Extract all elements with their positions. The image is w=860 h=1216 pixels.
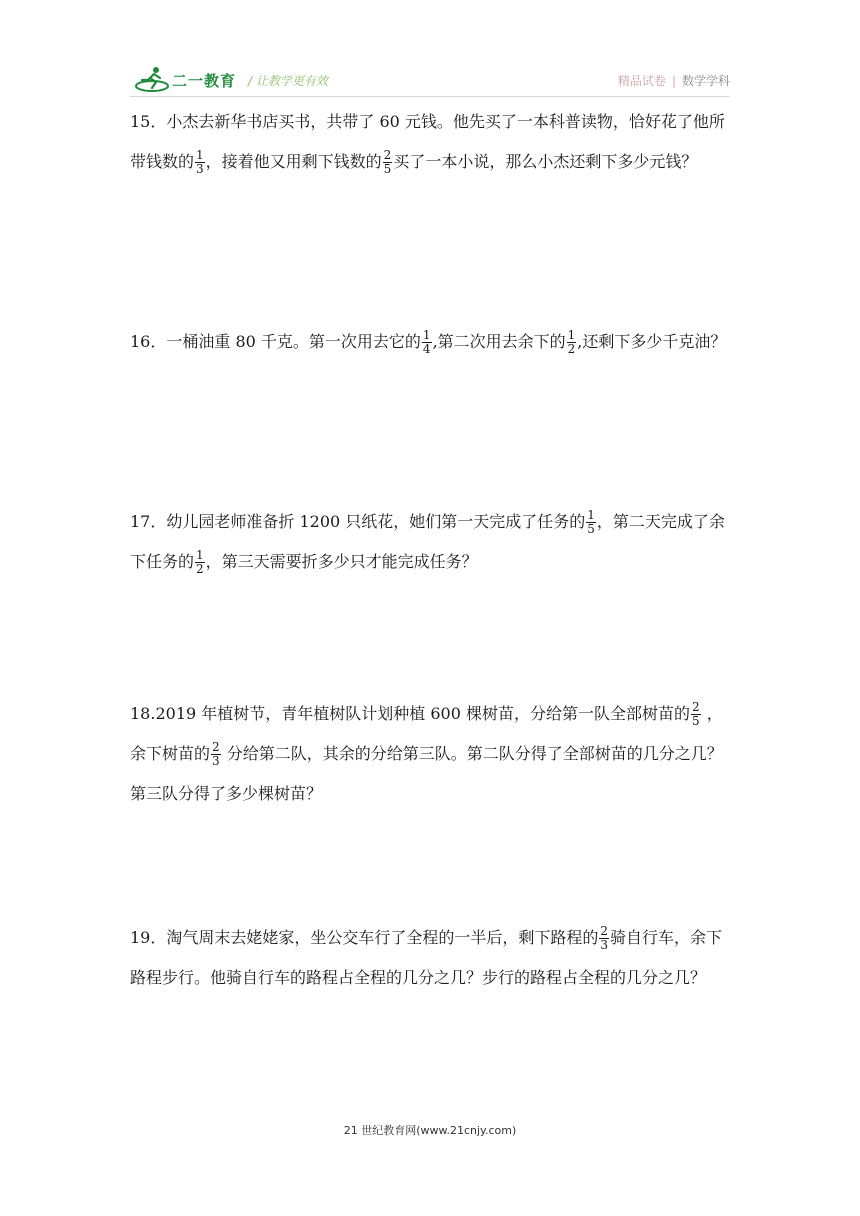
fraction-denominator: 4 <box>422 342 431 356</box>
question-number: 15． <box>130 112 167 131</box>
question-text: 2019 年植树节，青年植树队计划种植 600 棵树苗，分给第一队全部树苗的 <box>155 704 690 723</box>
fraction-numerator: 1 <box>422 328 431 342</box>
fraction-numerator: 2 <box>600 924 609 938</box>
fraction-denominator: 5 <box>587 522 595 536</box>
fraction-denominator: 2 <box>196 562 204 576</box>
fraction <box>195 149 205 176</box>
fraction-numerator: 2 <box>691 700 700 714</box>
header-divider <box>130 96 730 97</box>
question-19 <box>130 918 734 998</box>
brand-slogan: / 让教学更有效 <box>248 74 328 88</box>
fraction <box>422 329 432 356</box>
header-right <box>618 72 730 89</box>
runner-logo-icon <box>134 66 170 92</box>
question-15 <box>130 102 734 182</box>
question-text: ，第三天需要折多少只才能完成任务？ <box>205 552 478 571</box>
fraction-numerator: 1 <box>196 148 204 162</box>
fraction <box>195 549 205 576</box>
fraction-denominator: 2 <box>567 342 576 356</box>
fraction <box>211 741 221 768</box>
page-footer: 21 世纪教育网(www.21cnjy.com) <box>343 1124 517 1137</box>
fraction <box>586 509 596 536</box>
fraction <box>691 701 701 728</box>
fraction-denominator: 3 <box>212 754 220 768</box>
fraction <box>599 925 609 952</box>
question-text: ，第二天完成了余下任务的 <box>130 512 725 571</box>
page-header <box>130 66 730 96</box>
fraction-numerator: 1 <box>567 328 576 342</box>
question-text: ，接着他又用剩下钱数的 <box>205 152 382 171</box>
fraction-denominator: 5 <box>691 714 700 728</box>
fraction <box>383 149 393 176</box>
question-text: ,还剩下多少千克油？ <box>577 332 727 351</box>
question-text: ,第二次用去余下的 <box>432 332 566 351</box>
question-text: 小杰去新华书店买书，共带了 60 元钱。他先买了一本科普读物，恰好花了他所带钱数的 <box>130 112 725 171</box>
question-text: 买了一本小说，那么小杰还剩下多少元钱？ <box>393 152 698 171</box>
header-subject: 数学学科 <box>681 74 730 88</box>
fraction-denominator: 5 <box>383 162 392 176</box>
question-17 <box>130 502 734 582</box>
header-tag: 精品试卷 <box>617 74 666 88</box>
question-18 <box>130 694 734 814</box>
question-text: 分给第二队，其余的分给第三队。第二队分得了全部树苗的几分之几？第三队分得了多少棵树苗？ <box>130 744 723 803</box>
question-16 <box>130 322 734 362</box>
fraction-numerator: 2 <box>383 148 392 162</box>
question-number: 16． <box>130 332 167 351</box>
question-text: 幼儿园老师准备折 1200 只纸花，她们第一天完成了任务的 <box>166 512 586 531</box>
question-text: 淘气周末去姥姥家，坐公交车行了全程的一半后，剩下路程的 <box>166 928 599 947</box>
fraction-numerator: 1 <box>196 548 204 562</box>
fraction-numerator: 1 <box>587 508 595 522</box>
question-text: 骑自行车，余下路程步行。他骑自行车的路程占全程的几分之几？步行的路程占全程的几分之几？ <box>130 928 723 987</box>
brand-name: 二一教育 <box>172 72 237 90</box>
question-number: 19． <box>130 928 167 947</box>
fraction-denominator: 3 <box>600 938 609 952</box>
header-separator: | <box>671 74 676 88</box>
fraction <box>567 329 577 356</box>
fraction-numerator: 2 <box>212 740 220 754</box>
question-text: 一桶油重 80 千克。第一次用去它的 <box>166 332 421 351</box>
question-number: 17． <box>130 512 167 531</box>
question-number: 18. <box>130 704 156 723</box>
question-text: ，余下树苗的 <box>130 704 723 763</box>
fraction-denominator: 3 <box>196 162 204 176</box>
